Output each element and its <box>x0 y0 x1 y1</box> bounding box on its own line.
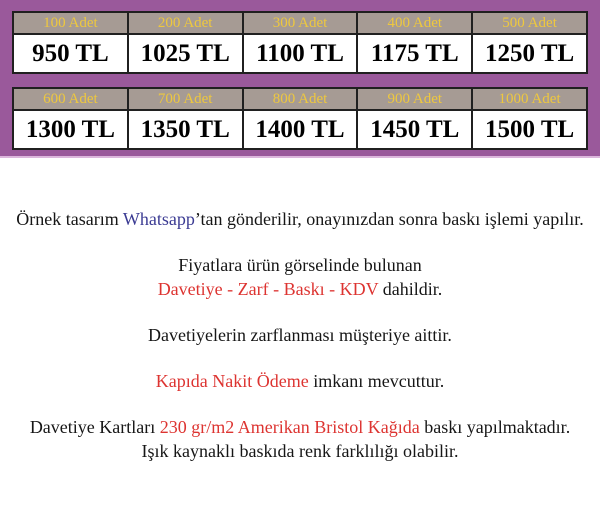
paper-spec: 230 gr/m2 Amerikan Bristol Kağıda <box>159 417 420 437</box>
whatsapp-mention: Whatsapp <box>122 209 195 229</box>
note-text: ’tan gönderilir, onayınızdan sonra baskı işlemi yapılır. <box>194 209 584 229</box>
price-cell: 1100 TL <box>243 34 358 73</box>
price-cell: 1175 TL <box>357 34 472 73</box>
notes <box>0 158 600 463</box>
note-text: Davetiyelerin zarflanması müşteriye aittir. <box>148 325 452 345</box>
price-cell: 1450 TL <box>357 110 472 149</box>
price-cell: 1025 TL <box>128 34 243 73</box>
price-band <box>0 0 600 158</box>
note-text: baskı yapılmaktadır. <box>419 417 571 437</box>
quantity-header-cell: 1000 Adet <box>472 88 587 110</box>
quantity-header-cell: 600 Adet <box>13 88 128 110</box>
note-paragraph <box>0 369 600 393</box>
price-table-2 <box>12 87 588 150</box>
note-paragraph <box>0 323 600 347</box>
included-items: Davetiye - Zarf - Baskı - KDV <box>157 279 379 299</box>
quantity-header-cell: 200 Adet <box>128 12 243 34</box>
note-paragraph <box>0 253 600 301</box>
price-cell: 950 TL <box>13 34 128 73</box>
price-cell: 1400 TL <box>243 110 358 149</box>
cash-on-delivery: Kapıda Nakit Ödeme <box>155 371 309 391</box>
note-text: Davetiye Kartları <box>29 417 160 437</box>
quantity-header-cell: 400 Adet <box>357 12 472 34</box>
price-tables <box>12 11 588 150</box>
quantity-header-cell: 500 Adet <box>472 12 587 34</box>
note-text: Işık kaynaklı baskıda renk farklılığı olabilir. <box>141 441 459 461</box>
quantity-header-cell: 900 Adet <box>357 88 472 110</box>
price-table-1 <box>12 11 588 74</box>
note-text: Fiyatlara ürün görselinde bulunan <box>178 255 422 275</box>
note-text: dahildir. <box>378 279 443 299</box>
price-cell: 1300 TL <box>13 110 128 149</box>
note-paragraph <box>0 207 600 231</box>
note-text: imkanı mevcuttur. <box>308 371 445 391</box>
price-cell: 1250 TL <box>472 34 587 73</box>
note-paragraph <box>0 415 600 463</box>
note-text: Örnek tasarım <box>16 209 123 229</box>
price-cell: 1500 TL <box>472 110 587 149</box>
quantity-header-cell: 300 Adet <box>243 12 358 34</box>
quantity-header-cell: 100 Adet <box>13 12 128 34</box>
quantity-header-cell: 700 Adet <box>128 88 243 110</box>
price-cell: 1350 TL <box>128 110 243 149</box>
quantity-header-cell: 800 Adet <box>243 88 358 110</box>
